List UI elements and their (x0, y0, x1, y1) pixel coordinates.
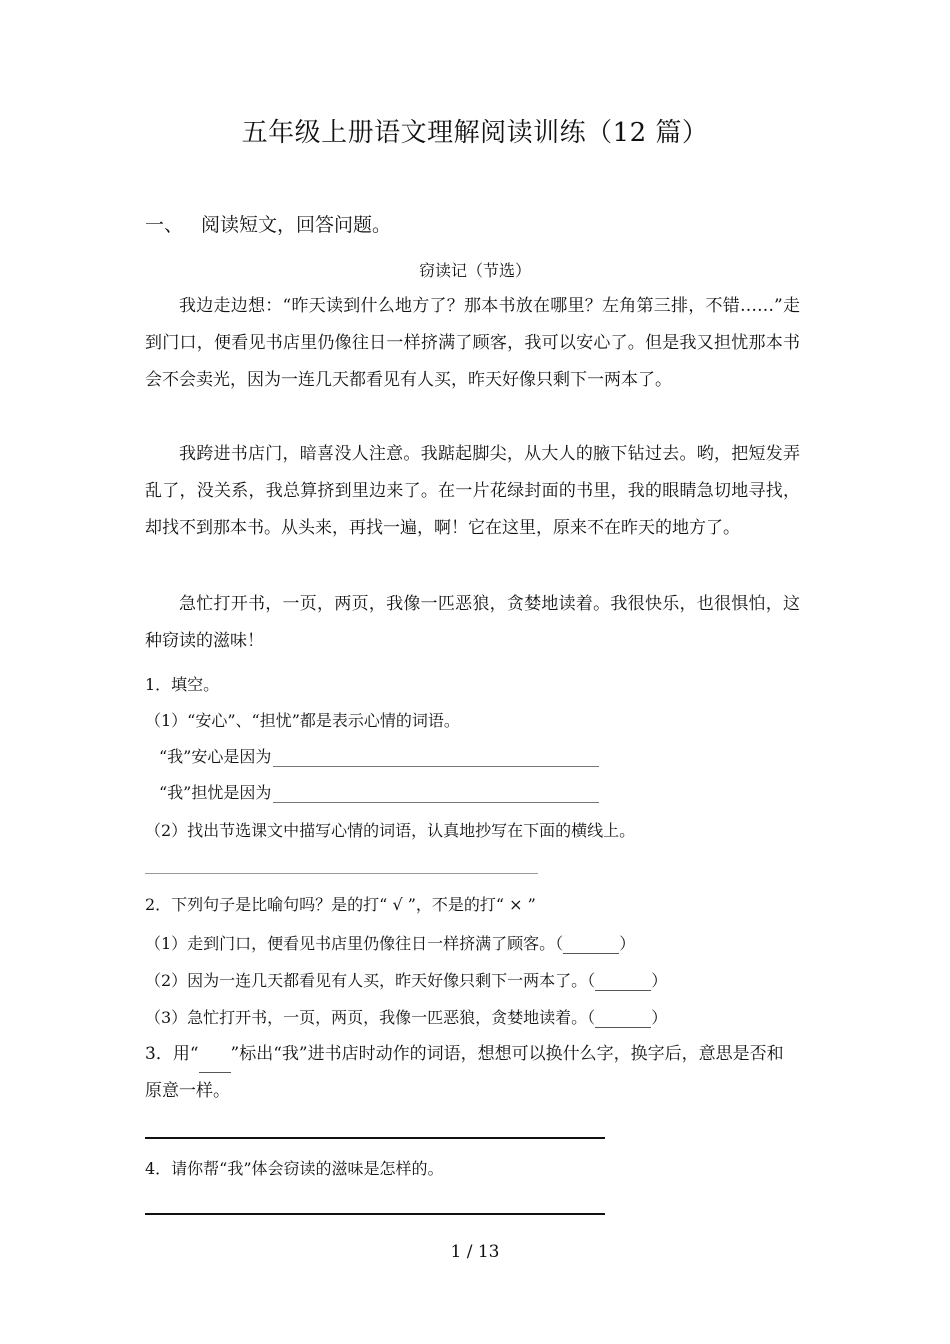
question-1-sub-2: （2）找出节选课文中描写心情的词语，认真地抄写在下面的横线上。 (145, 821, 636, 840)
q2-item-1-text: （1）走到门口，便看见书店里仍像往日一样挤满了顾客。（ (145, 934, 564, 953)
section-number: 一、 (145, 214, 184, 236)
question-2-item-1 (145, 931, 635, 954)
passage-paragraph-1: 我边走边想：“昨天读到什么地方了？那本书放在哪里？左角第三排，不错……”走到门口，便看见书店里仍像往日一样挤满了顾客，我可以安心了。但是我又担忧那本书会不会卖光，因为一连几天都看见有人买，昨天好像只剩下一两本了。 (145, 296, 800, 390)
q2-item-1-answer-blank[interactable] (563, 937, 619, 954)
q2-item-2-close: ） (651, 971, 668, 990)
question-4: 4．请你帮“我”体会窃读的滋味是怎样的。 (145, 1159, 444, 1178)
passage-title: 窃读记（节选） (418, 261, 531, 280)
q2-item-3-text: （3）急忙打开书，一页，两页，我像一匹恶狼，贪婪地读着。（ (145, 1008, 596, 1027)
fill-b-blank[interactable] (273, 784, 599, 803)
section-text: 阅读短文，回答问题。 (201, 214, 392, 236)
section-heading (145, 210, 391, 237)
q2-item-3-answer-blank[interactable] (595, 1011, 651, 1028)
page-title: 五年级上册语文理解阅读训练（12 篇） (241, 118, 709, 148)
question-1-fill-b (159, 780, 599, 803)
q2-item-3-close: ） (651, 1008, 668, 1027)
q2-item-2-answer-blank[interactable] (595, 974, 651, 991)
q3-text: ”标出“我”进书店时动作的词语，想想可以换什么字，换字后，意思是否和原意一样。 (145, 1044, 784, 1101)
passage-paragraph-3: 急忙打开书，一页，两页，我像一匹恶狼，贪婪地读着。我很快乐，也很惧怕，这种窃读的滋味！ (145, 594, 800, 651)
fill-b-label: “我”担忧是因为 (159, 783, 272, 802)
question-2-item-3 (145, 1005, 667, 1028)
question-2-heading: 2．下列句子是比喻句吗？是的打“ √ ”，不是的打“ × ” (145, 895, 536, 914)
q3-mark-blank (199, 1056, 231, 1073)
passage-paragraph-2: 我跨进书店门，暗喜没人注意。我踮起脚尖，从大人的腋下钻过去。哟，把短发弄乱了，没关系，我总算挤到里边来了。在一片花绿封面的书里，我的眼睛急切地寻找，却找不到那本书。从头来，再找一遍，啊！它在这里，原来不在昨天的地方了。 (145, 444, 800, 538)
q3-prefix: 3．用“ (145, 1044, 199, 1064)
question-1-fill-a (159, 744, 599, 767)
question-1-heading: 1．填空。 (145, 675, 220, 694)
page-number: 1 / 13 (450, 1242, 500, 1262)
question-3 (145, 1036, 800, 1110)
fill-a-blank[interactable] (273, 748, 599, 767)
question-1-sub-1: （1）“安心”、“担忧”都是表示心情的词语。 (145, 711, 460, 730)
fill-a-label: “我”安心是因为 (159, 747, 272, 766)
q2-item-2-text: （2）因为一连几天都看见有人买，昨天好像只剩下一两本了。（ (145, 971, 596, 990)
answer-line-q3[interactable] (145, 1137, 605, 1139)
answer-line-q4[interactable] (145, 1213, 605, 1215)
answer-line-q1-sub-2[interactable] (145, 873, 538, 874)
question-2-item-2 (145, 968, 667, 991)
q2-item-1-close: ） (619, 934, 636, 953)
